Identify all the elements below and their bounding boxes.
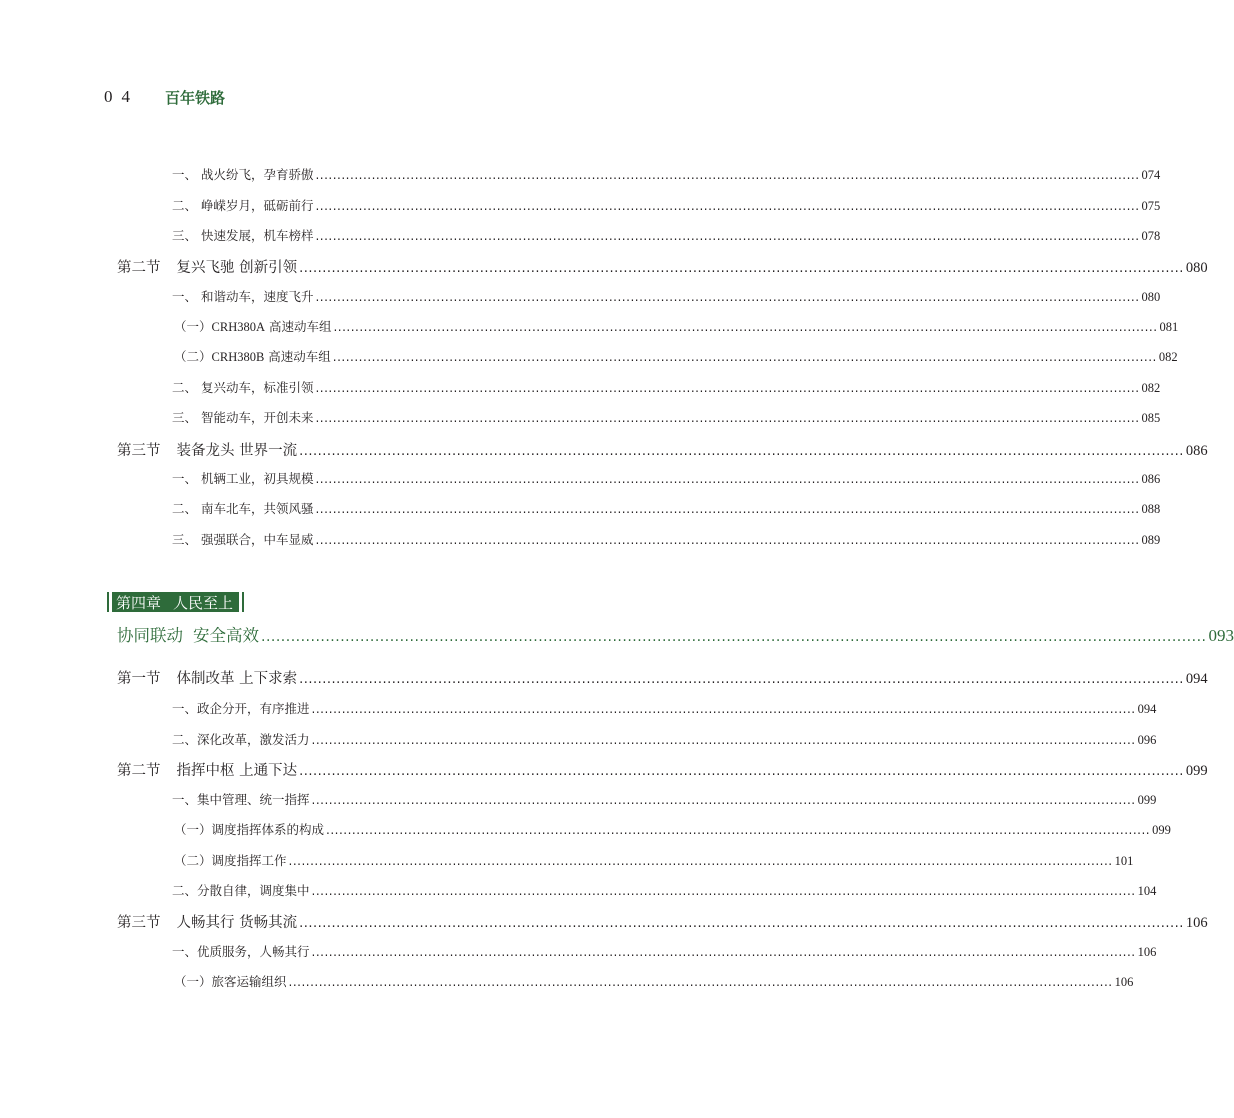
- toc-section-entry[interactable]: [117, 667, 1208, 688]
- toc-entry-title: 三、 智能动车，开创未来: [172, 410, 314, 425]
- dot-leader: ...............................................................................................................................................................................................: [311, 884, 1136, 898]
- toc-entry[interactable]: [172, 378, 1161, 396]
- toc-entry-page: 106: [1137, 945, 1157, 959]
- toc-entry-title: 三、 快速发展，机车榜样: [172, 228, 314, 243]
- toc-entry-page: 094: [1185, 671, 1208, 687]
- toc-entry[interactable]: [172, 196, 1161, 214]
- toc-subentry[interactable]: [174, 317, 1179, 335]
- dot-leader: ...............................................................................................................................................................................................: [315, 502, 1140, 516]
- toc-entry-title: 三、 强强联合，中车显威: [172, 532, 314, 547]
- chapter-label-box: [112, 592, 239, 612]
- toc-entry-page: 106: [1185, 915, 1208, 931]
- toc-section-title: [117, 759, 297, 780]
- toc-entry-title: 一、集中管理、统一指挥: [172, 792, 310, 807]
- dot-leader: ...............................................................................................................................................................................................: [299, 672, 1184, 687]
- toc-entry-page: 075: [1141, 199, 1161, 213]
- dot-leader: ...............................................................................................................................................................................................: [299, 916, 1184, 931]
- toc-entry-title: [174, 317, 331, 335]
- section-number: 第二节: [117, 763, 161, 779]
- toc-entry-title: [174, 820, 324, 838]
- toc-entry-page: 074: [1141, 168, 1161, 182]
- toc-section-title: [117, 911, 297, 932]
- toc-subentry[interactable]: [174, 851, 1134, 869]
- dot-leader: ...............................................................................................................................................................................................: [288, 854, 1113, 868]
- subentry-number: （一）: [174, 822, 212, 837]
- section-number: 第三节: [117, 443, 161, 459]
- subentry-name: 高速动车组: [265, 319, 332, 334]
- toc-entry-title: [174, 972, 287, 990]
- dot-leader: ...............................................................................................................................................................................................: [311, 733, 1136, 747]
- dot-leader: ...............................................................................................................................................................................................: [261, 629, 1207, 645]
- toc-entry-page: 080: [1185, 260, 1208, 276]
- chapter-subtitle: [117, 622, 259, 646]
- toc-entry-page: 089: [1141, 533, 1161, 547]
- toc-entry-page: 099: [1137, 793, 1157, 807]
- subentry-model: CRH380B: [211, 350, 265, 364]
- toc-entry-title: 二、 南车北车，共领风骚: [172, 501, 314, 516]
- page-number: 04: [104, 87, 139, 106]
- toc-section-title: [117, 256, 297, 277]
- toc-entry-title: 二、 复兴动车，标准引领: [172, 380, 314, 395]
- toc-entry[interactable]: [172, 469, 1161, 487]
- chapter-title-entry[interactable]: [117, 622, 1234, 646]
- chapter-subtitle-a: 协同联动: [117, 626, 183, 645]
- chapter-name: 人民至上: [173, 593, 234, 612]
- dot-leader: ...............................................................................................................................................................................................: [299, 261, 1184, 276]
- toc-entry-page: 096: [1137, 733, 1157, 747]
- dot-leader: ...............................................................................................................................................................................................: [311, 793, 1136, 807]
- toc-section-entry[interactable]: [117, 759, 1208, 780]
- toc-subentry[interactable]: [174, 347, 1178, 365]
- toc-entry[interactable]: [172, 226, 1161, 244]
- dot-leader: ...............................................................................................................................................................................................: [315, 199, 1140, 213]
- toc-entry[interactable]: [172, 881, 1157, 899]
- toc-entry[interactable]: [172, 730, 1157, 748]
- dot-leader: ...............................................................................................................................................................................................: [315, 411, 1140, 425]
- subentry-number: （一）: [174, 319, 212, 334]
- toc-entry-page: 081: [1159, 320, 1179, 334]
- toc-entry-title: [174, 851, 287, 869]
- toc-section-title: [117, 667, 297, 688]
- toc-entry-title: 一、优质服务，人畅其行: [172, 944, 310, 959]
- subentry-name: 调度指挥体系的构成: [211, 822, 325, 837]
- toc-entry-title: 一、 机辆工业，初具规模: [172, 471, 314, 486]
- toc-entry[interactable]: [172, 699, 1157, 717]
- chapter-bar-right: [242, 592, 244, 612]
- toc-subentry[interactable]: [174, 972, 1134, 990]
- toc-entry-page: 099: [1152, 823, 1171, 837]
- dot-leader: ...............................................................................................................................................................................................: [315, 290, 1140, 304]
- dot-leader: ...............................................................................................................................................................................................: [311, 945, 1136, 959]
- section-name: 复兴飞驰 创新引领: [176, 260, 298, 276]
- dot-leader: ...............................................................................................................................................................................................: [332, 350, 1157, 364]
- toc-entry-page: 106: [1114, 975, 1134, 989]
- toc-entry-page: 099: [1185, 763, 1208, 779]
- section-name: 人畅其行 货畅其流: [176, 915, 298, 931]
- chapter-heading[interactable]: [107, 591, 244, 613]
- chapter-bar-left: [107, 592, 109, 612]
- dot-leader: ...............................................................................................................................................................................................: [315, 168, 1140, 182]
- toc-entry-title: 二、深化改革，激发活力: [172, 732, 310, 747]
- subentry-model: CRH380A: [211, 320, 265, 334]
- toc-entry[interactable]: [172, 287, 1161, 305]
- subentry-name: 调度指挥工作: [211, 853, 287, 868]
- subentry-number: （二）: [174, 349, 212, 364]
- subentry-name: 高速动车组: [264, 349, 331, 364]
- toc-entry-title: 一、 和谐动车，速度飞升: [172, 289, 314, 304]
- subentry-number: （一）: [174, 974, 212, 989]
- toc-entry-page: 086: [1185, 443, 1208, 459]
- toc-entry-page: 101: [1114, 854, 1134, 868]
- toc-entry-page: 080: [1141, 290, 1161, 304]
- toc-entry[interactable]: [172, 790, 1157, 808]
- toc-entry-title: 二、分散自律，调度集中: [172, 883, 310, 898]
- chapter-page: 093: [1208, 626, 1234, 645]
- toc-section-entry[interactable]: [117, 911, 1208, 932]
- dot-leader: ...............................................................................................................................................................................................: [288, 975, 1113, 989]
- section-number: 第三节: [117, 915, 161, 931]
- dot-leader: ...............................................................................................................................................................................................: [326, 823, 1151, 837]
- toc-subentry[interactable]: [174, 820, 1171, 838]
- toc-entry-page: 094: [1137, 702, 1157, 716]
- section-number: 第一节: [117, 671, 161, 687]
- dot-leader: ...............................................................................................................................................................................................: [333, 320, 1158, 334]
- toc-entry[interactable]: [172, 408, 1161, 426]
- toc-entry[interactable]: [172, 942, 1157, 960]
- section-name: 体制改革 上下求索: [176, 671, 298, 687]
- toc-entry-page: 078: [1141, 229, 1161, 243]
- toc-entry-page: 085: [1141, 411, 1161, 425]
- toc-entry-page: 082: [1158, 350, 1178, 364]
- toc-entry[interactable]: [172, 499, 1161, 517]
- section-name: 指挥中枢 上通下达: [176, 763, 298, 779]
- dot-leader: ...............................................................................................................................................................................................: [315, 533, 1140, 547]
- subentry-number: （二）: [174, 853, 212, 868]
- dot-leader: ...............................................................................................................................................................................................: [299, 444, 1184, 459]
- toc-entry-title: 一、政企分开，有序推进: [172, 701, 310, 716]
- section-number: 第二节: [117, 260, 161, 276]
- dot-leader: ...............................................................................................................................................................................................: [315, 381, 1140, 395]
- book-title: 百年铁路: [165, 88, 226, 107]
- running-header: [104, 86, 225, 108]
- dot-leader: ...............................................................................................................................................................................................: [315, 229, 1140, 243]
- toc-entry-page: 082: [1141, 381, 1161, 395]
- toc-entry[interactable]: [172, 530, 1161, 548]
- dot-leader: ...............................................................................................................................................................................................: [315, 472, 1140, 486]
- dot-leader: ...............................................................................................................................................................................................: [299, 764, 1184, 779]
- toc-entry-title: 二、 峥嵘岁月，砥砺前行: [172, 198, 314, 213]
- toc-section-title: [117, 439, 297, 460]
- toc-entry-page: 104: [1137, 884, 1157, 898]
- toc-entry-title: 一、 战火纷飞，孕育骄傲: [172, 167, 314, 182]
- toc-entry-page: 088: [1141, 502, 1161, 516]
- section-name: 装备龙头 世界一流: [176, 443, 298, 459]
- toc-entry-title: [174, 347, 331, 365]
- chapter-number: 第四章: [116, 593, 162, 612]
- toc-entry-page: 086: [1141, 472, 1161, 486]
- subentry-name: 旅客运输组织: [211, 974, 287, 989]
- toc-section-entry[interactable]: [117, 439, 1208, 460]
- toc-entry[interactable]: [172, 165, 1161, 183]
- chapter-subtitle-b: 安全高效: [193, 626, 259, 645]
- dot-leader: ...............................................................................................................................................................................................: [311, 702, 1136, 716]
- toc-section-entry[interactable]: [117, 256, 1208, 277]
